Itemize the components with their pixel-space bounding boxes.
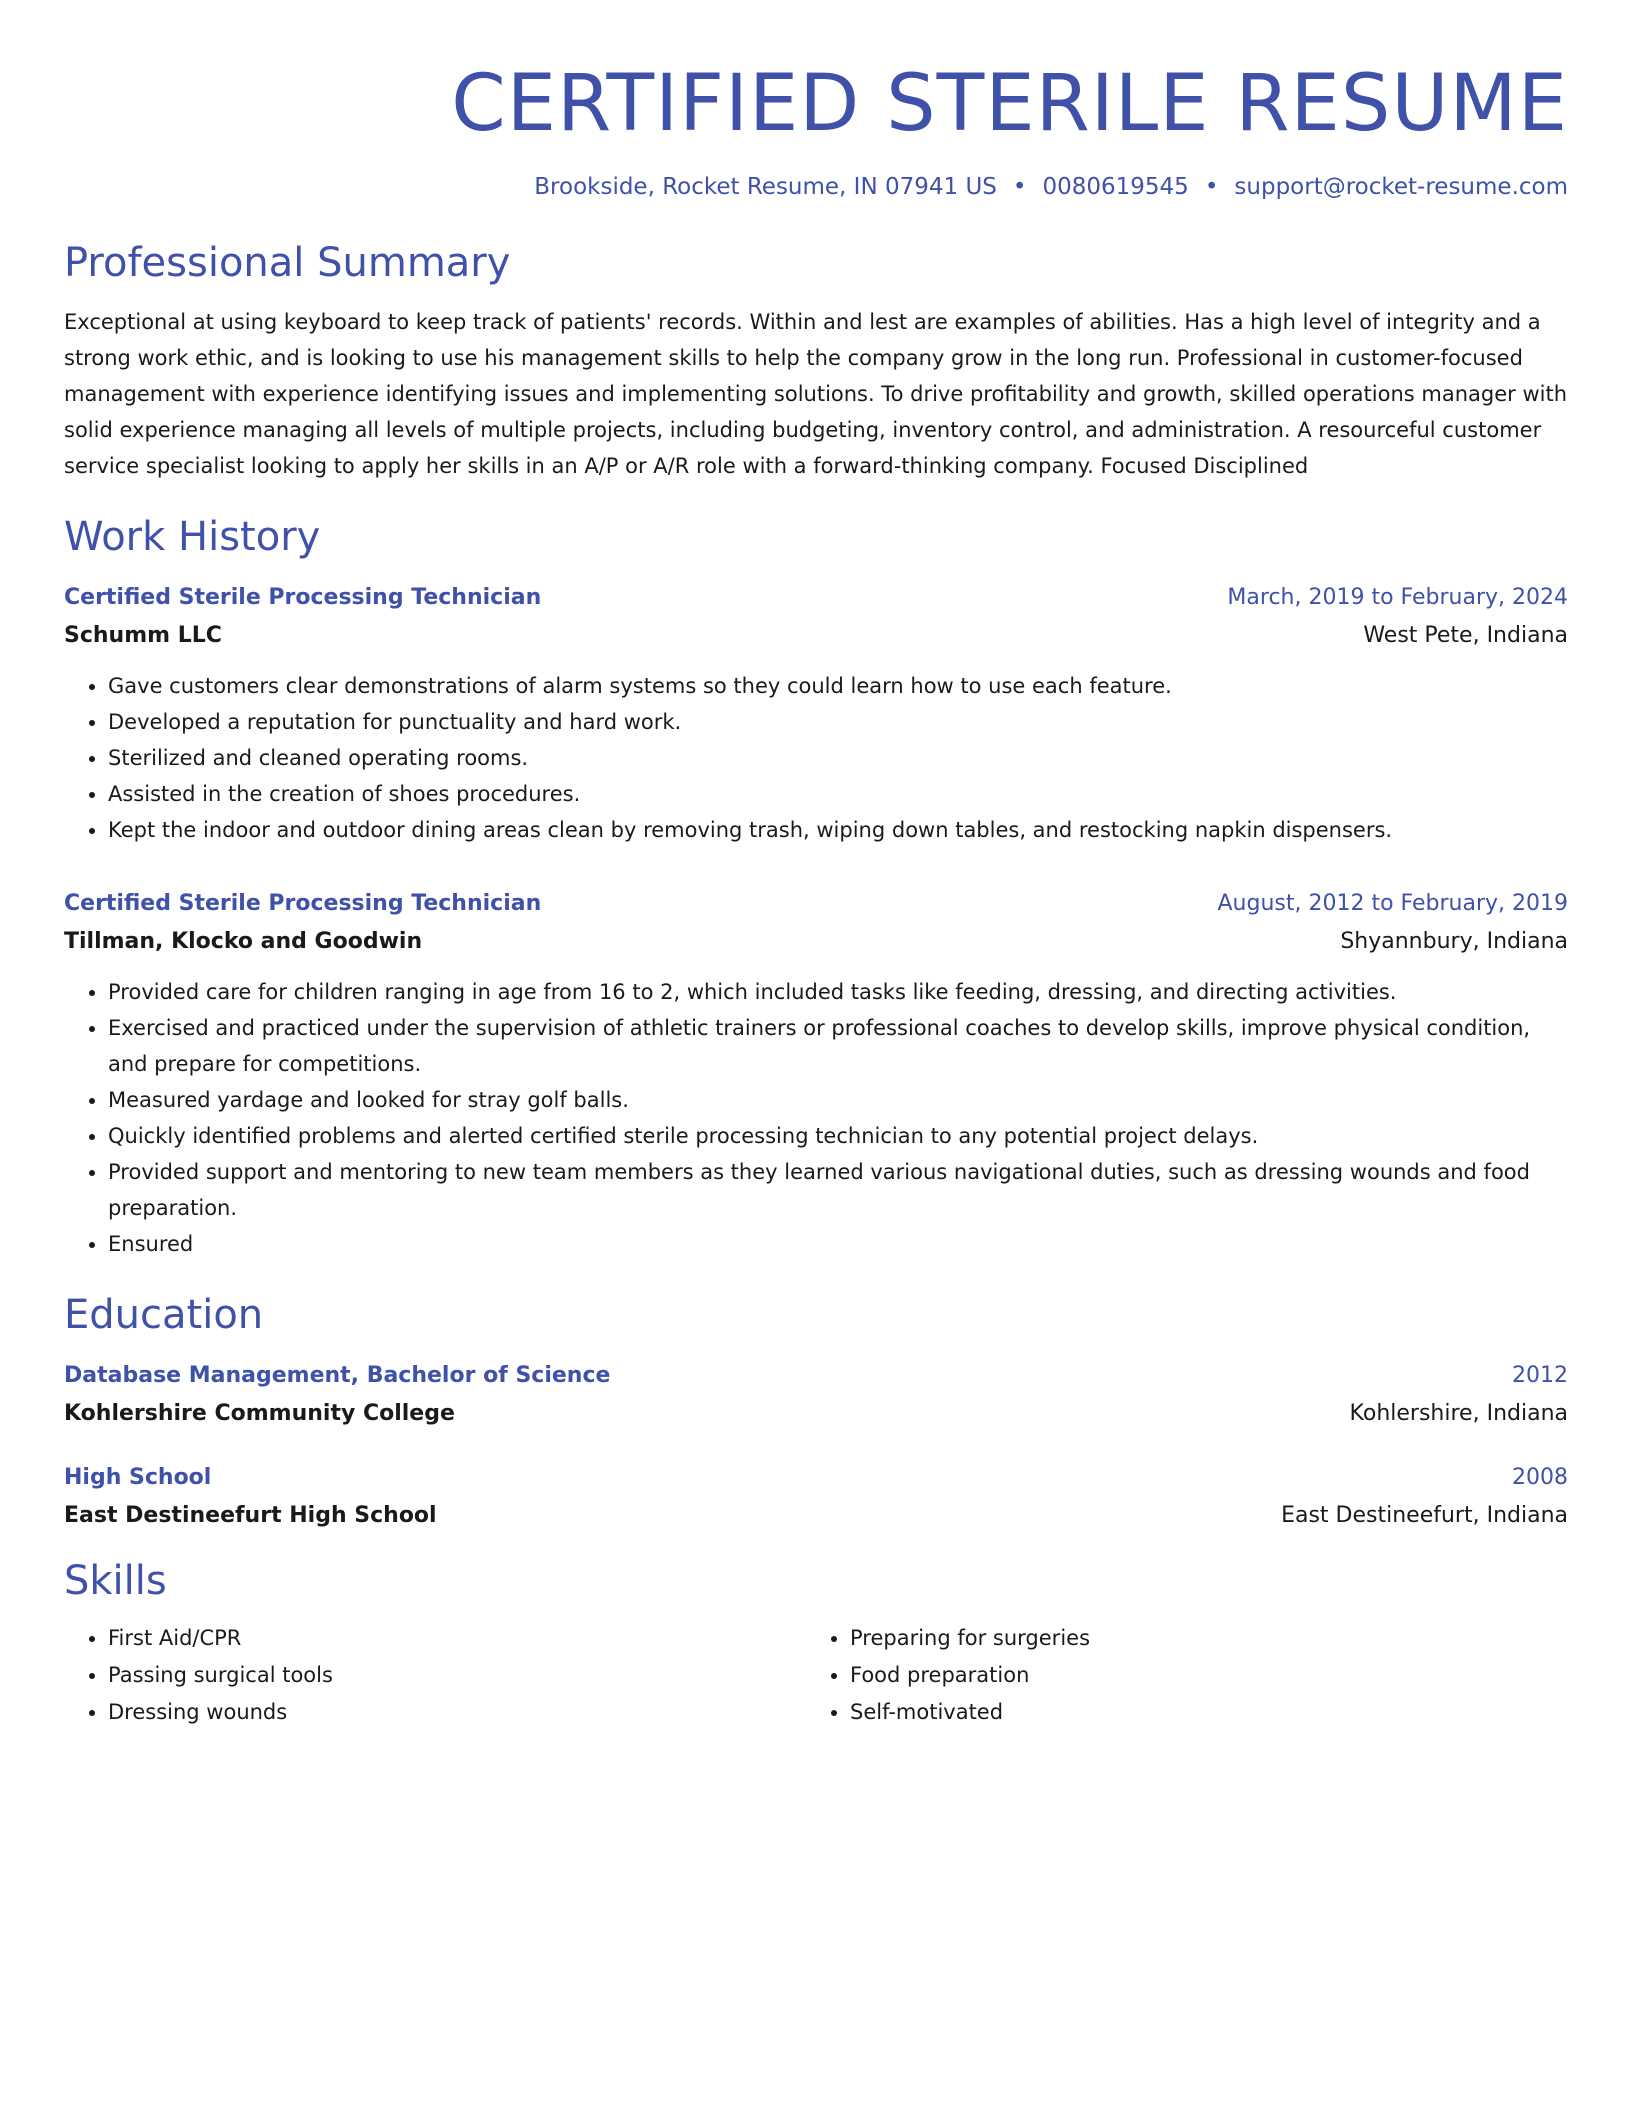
job-location: Shyannbury, Indiana [1340,929,1568,954]
job-duty: • Assisted in the creation of shoes procedures. [108,776,1568,812]
job-employer: Schumm LLC [64,623,222,648]
contact-phone: 0080619545 [1042,174,1189,200]
education-school: Kohlershire Community College [64,1401,455,1426]
education-entry [64,1462,1568,1534]
summary-section [64,238,1568,484]
skills-section [64,1556,1568,1731]
contact-separator: • [1012,174,1027,200]
job-dates: March, 2019 to February, 2024 [1227,585,1568,610]
job-duties-list [64,668,1568,848]
skills-list-left [64,1620,808,1731]
education-school: East Destineefurt High School [64,1503,437,1528]
skill-item: • Passing surgical tools [108,1657,808,1694]
education-year: 2012 [1512,1363,1568,1388]
job-dates: August, 2012 to February, 2019 [1217,891,1568,916]
education-degree: High School [64,1465,212,1490]
contact-separator: • [1204,174,1219,200]
job-duty: • Quickly identified problems and alerted certified sterile processing technician to any potential project delays. [108,1118,1568,1154]
education-location: Kohlershire, Indiana [1349,1401,1568,1426]
job-title: Certified Sterile Processing Technician [64,891,542,916]
resume-page [64,0,1568,1731]
contact-line [64,172,1568,202]
skills-grid [64,1620,1568,1731]
education-heading: Education [64,1292,264,1338]
skill-item: • Preparing for surgeries [850,1620,1550,1657]
work-history-section [64,512,1568,1262]
resume-name: CERTIFIED STERILE RESUME [451,59,1568,149]
job-duty: • Provided care for children ranging in age from 16 to 2, which included tasks like feeding, dressing, and directing activities. [108,974,1568,1010]
job-duty: • Kept the indoor and outdoor dining areas clean by removing trash, wiping down tables, and restocking napkin dispensers. [108,812,1568,848]
work-history-heading: Work History [64,514,321,560]
summary-text: Exceptional at using keyboard to keep track of patients' records. Within and lest are examples of abilities. Has a high level of integrity and a strong work ethic, and is looking to use his management skills to help the company grow in the long run. Professional in customer-focused management with experience identifying issues and implementing solutions. To drive profitability and growth, skilled operations manager with solid experience managing all levels of multiple projects, including budgeting, inventory control, and administration. A resourceful customer service specialist looking to apply her skills in an A/P or A/R role with a forward-thinking company. Focused Disciplined [64,310,1567,478]
job-duty: • Exercised and practiced under the supervision of athletic trainers or professional coaches to develop skills, improve physical condition, and prepare for competitions. [108,1010,1568,1082]
skill-item: • Self-motivated [850,1694,1550,1731]
job-title: Certified Sterile Processing Technician [64,585,542,610]
job-duty: • Ensured [108,1226,1568,1262]
education-degree: Database Management, Bachelor of Science [64,1363,611,1388]
job-entry [64,888,1568,1262]
job-duty: • Sterilized and cleaned operating rooms. [108,740,1568,776]
job-entry [64,582,1568,848]
skill-item: • Dressing wounds [108,1694,808,1731]
skills-heading: Skills [64,1558,167,1604]
skill-item: • First Aid/CPR [108,1620,808,1657]
job-location: West Pete, Indiana [1363,623,1568,648]
job-duty: • Provided support and mentoring to new team members as they learned various navigational duties, such as dressing wounds and food preparation. [108,1154,1568,1226]
education-year: 2008 [1512,1465,1568,1490]
job-duties-list [64,974,1568,1262]
job-duty: • Gave customers clear demonstrations of alarm systems so they could learn how to use each feature. [108,668,1568,704]
job-duty: • Measured yardage and looked for stray golf balls. [108,1082,1568,1118]
summary-heading: Professional Summary [64,240,511,286]
contact-address: Brookside, Rocket Resume, IN 07941 US [534,174,997,200]
education-entry [64,1360,1568,1432]
job-employer: Tillman, Klocko and Goodwin [64,929,423,954]
education-section [64,1290,1568,1534]
skill-item: • Food preparation [850,1657,1550,1694]
contact-email: support@rocket-resume.com [1234,174,1568,200]
skills-list-right [808,1620,1550,1731]
job-duty: • Developed a reputation for punctuality and hard work. [108,704,1568,740]
education-location: East Destineefurt, Indiana [1281,1503,1568,1528]
